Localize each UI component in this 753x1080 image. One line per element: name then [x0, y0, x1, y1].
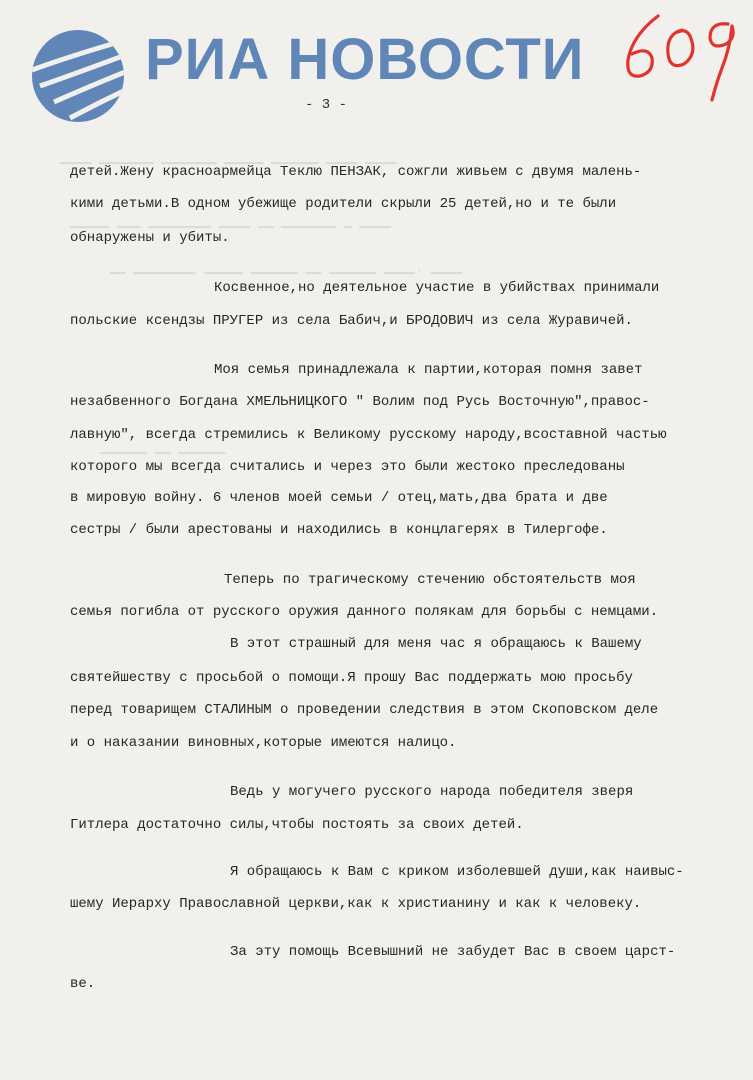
text-line: и о наказании виновных,которые имеются налицо.	[70, 735, 457, 751]
text-line: польские ксендзы ПРУГЕР из села Бабич,и БРОДОВИЧ из села Журавичей.	[70, 313, 633, 329]
text-line: лавную", всегда стремились к Великому русскому народу,всоставной частью	[70, 427, 667, 443]
text-line: За эту помощь Всевышний не забудет Вас в своем царст-	[230, 944, 676, 960]
text-line: ве.	[70, 976, 96, 992]
text-line: которого мы всегда считались и через это были жестоко преследованы	[70, 459, 625, 475]
text-line: незабвенного Богдана ХМЕЛЬНИЦКОГО " Волим под Русь Восточную",правос-	[70, 394, 650, 410]
logo-text: РИА НОВОСТИ	[145, 27, 585, 92]
text-line: Теперь по трагическому стечению обстоятельств моя	[224, 572, 636, 588]
text-line: Моя семья принадлежала к партии,которая помня завет	[214, 362, 643, 378]
text-line: семья погибла от русского оружия данного полякам для борьбы с немцами.	[70, 604, 659, 620]
text-line: шему Иерарху Православной церкви,как к христианину и как к человеку.	[70, 896, 642, 912]
text-line: кими детьми.В одном убежище родители скрыли 25 детей,но и те были	[70, 196, 617, 212]
text-line: в мировую войну. 6 членов моей семьи / отец,мать,два брата и две	[70, 490, 608, 506]
text-line: Ведь у могучего русского народа победителя зверя	[230, 784, 634, 800]
text-line: святейшеству с просьбой о помощи.Я прошу Вас поддержать мою просьбу	[70, 670, 633, 686]
page-number: - 3 -	[305, 97, 348, 113]
text-line: В этот страшный для меня час я обращаюсь к Вашему	[230, 636, 642, 652]
document-page: ▁▁▁▁ ▁▁▁▁▁▁▁ ▁▁▁▁▁▁▁ ▁▁▁▁▁ ▁▁▁▁▁▁ ▁▁▁▁ ▁▁▁▁ ▁▁▁▁▁ ▁▁▁ ▁▁▁▁▁▁▁▁ ▁▁▁▁ ▁▁ ▁▁▁▁▁▁▁ ▁ ▁▁▁▁ ▁▁ ▁▁▁▁▁▁▁▁ ▁▁▁▁▁ ▁▁▁▁▁▁ ▁▁ ▁▁▁▁▁▁ ▁▁▁▁. ▁▁▁▁ ▁▁▁▁▁▁ ▁▁ ▁▁▁▁▁▁ РИА НОВОСТИ 609 - 3 - детей.Жену красноармейца Теклю ПЕНЗАК, сожгли живьем с двумя малень- кими детьми.В одном убежище родители скрыли 25 детей,но и те были обнаружены и убиты. Косвенное,но деятельное участие в убийствах принимали польские ксендзы ПРУГЕР из села Бабич,и БРОДОВИЧ из села Журавичей. Моя семья принадлежала к партии,которая помня завет незабвенного Богдана ХМЕЛЬНИЦКОГО " Волим под Русь Восточную",правос- лавную", всегда стремились к Великому русскому народу,всоставной частью которого мы всегда считались и через это были жестоко преследованы в мировую войну. 6 членов моей семьи / отец,мать,два брата и две сестры / были арестованы и находились в концлагерях в Тилергофе. Теперь по трагическому стечению обстоятельств моя семья погибла от русского оружия данного полякам для борьбы с немцами. В этот страшный для меня час я обращаюсь к Вашему святейшеству с просьбой о помощи.Я прошу Вас поддержать мою просьбу перед товарищем СТАЛИНЫМ о проведении следствия в этом Скоповском деле и о наказании виновных,которые имеются налицо. Ведь у могучего русского народа победителя зверя Гитлера достаточно силы,чтобы постоять за своих детей. Я обращаюсь к Вам с криком изболевшей души,как наивыс- шему Иерарху Православной церкви,как к христианину и как к человеку. За эту помощь Всевышний не забудет Вас в своем царст- ве.	[0, 0, 753, 1080]
text-line: обнаружены и убиты.	[70, 230, 230, 246]
text-line: Гитлера достаточно силы,чтобы постоять за своих детей.	[70, 817, 524, 833]
text-line: Косвенное,но деятельное участие в убийствах принимали	[214, 280, 660, 296]
text-line: перед товарищем СТАЛИНЫМ о проведении следствия в этом Скоповском деле	[70, 702, 659, 718]
handwritten-number-text: 609	[618, 8, 620, 9]
text-line: сестры / были арестованы и находились в концлагерях в Тилергофе.	[70, 522, 608, 538]
text-line: детей.Жену красноармейца Теклю ПЕНЗАК, сожгли живьем с двумя малень-	[70, 164, 642, 180]
text-line: Я обращаюсь к Вам с криком изболевшей души,как наивыс-	[230, 864, 684, 880]
